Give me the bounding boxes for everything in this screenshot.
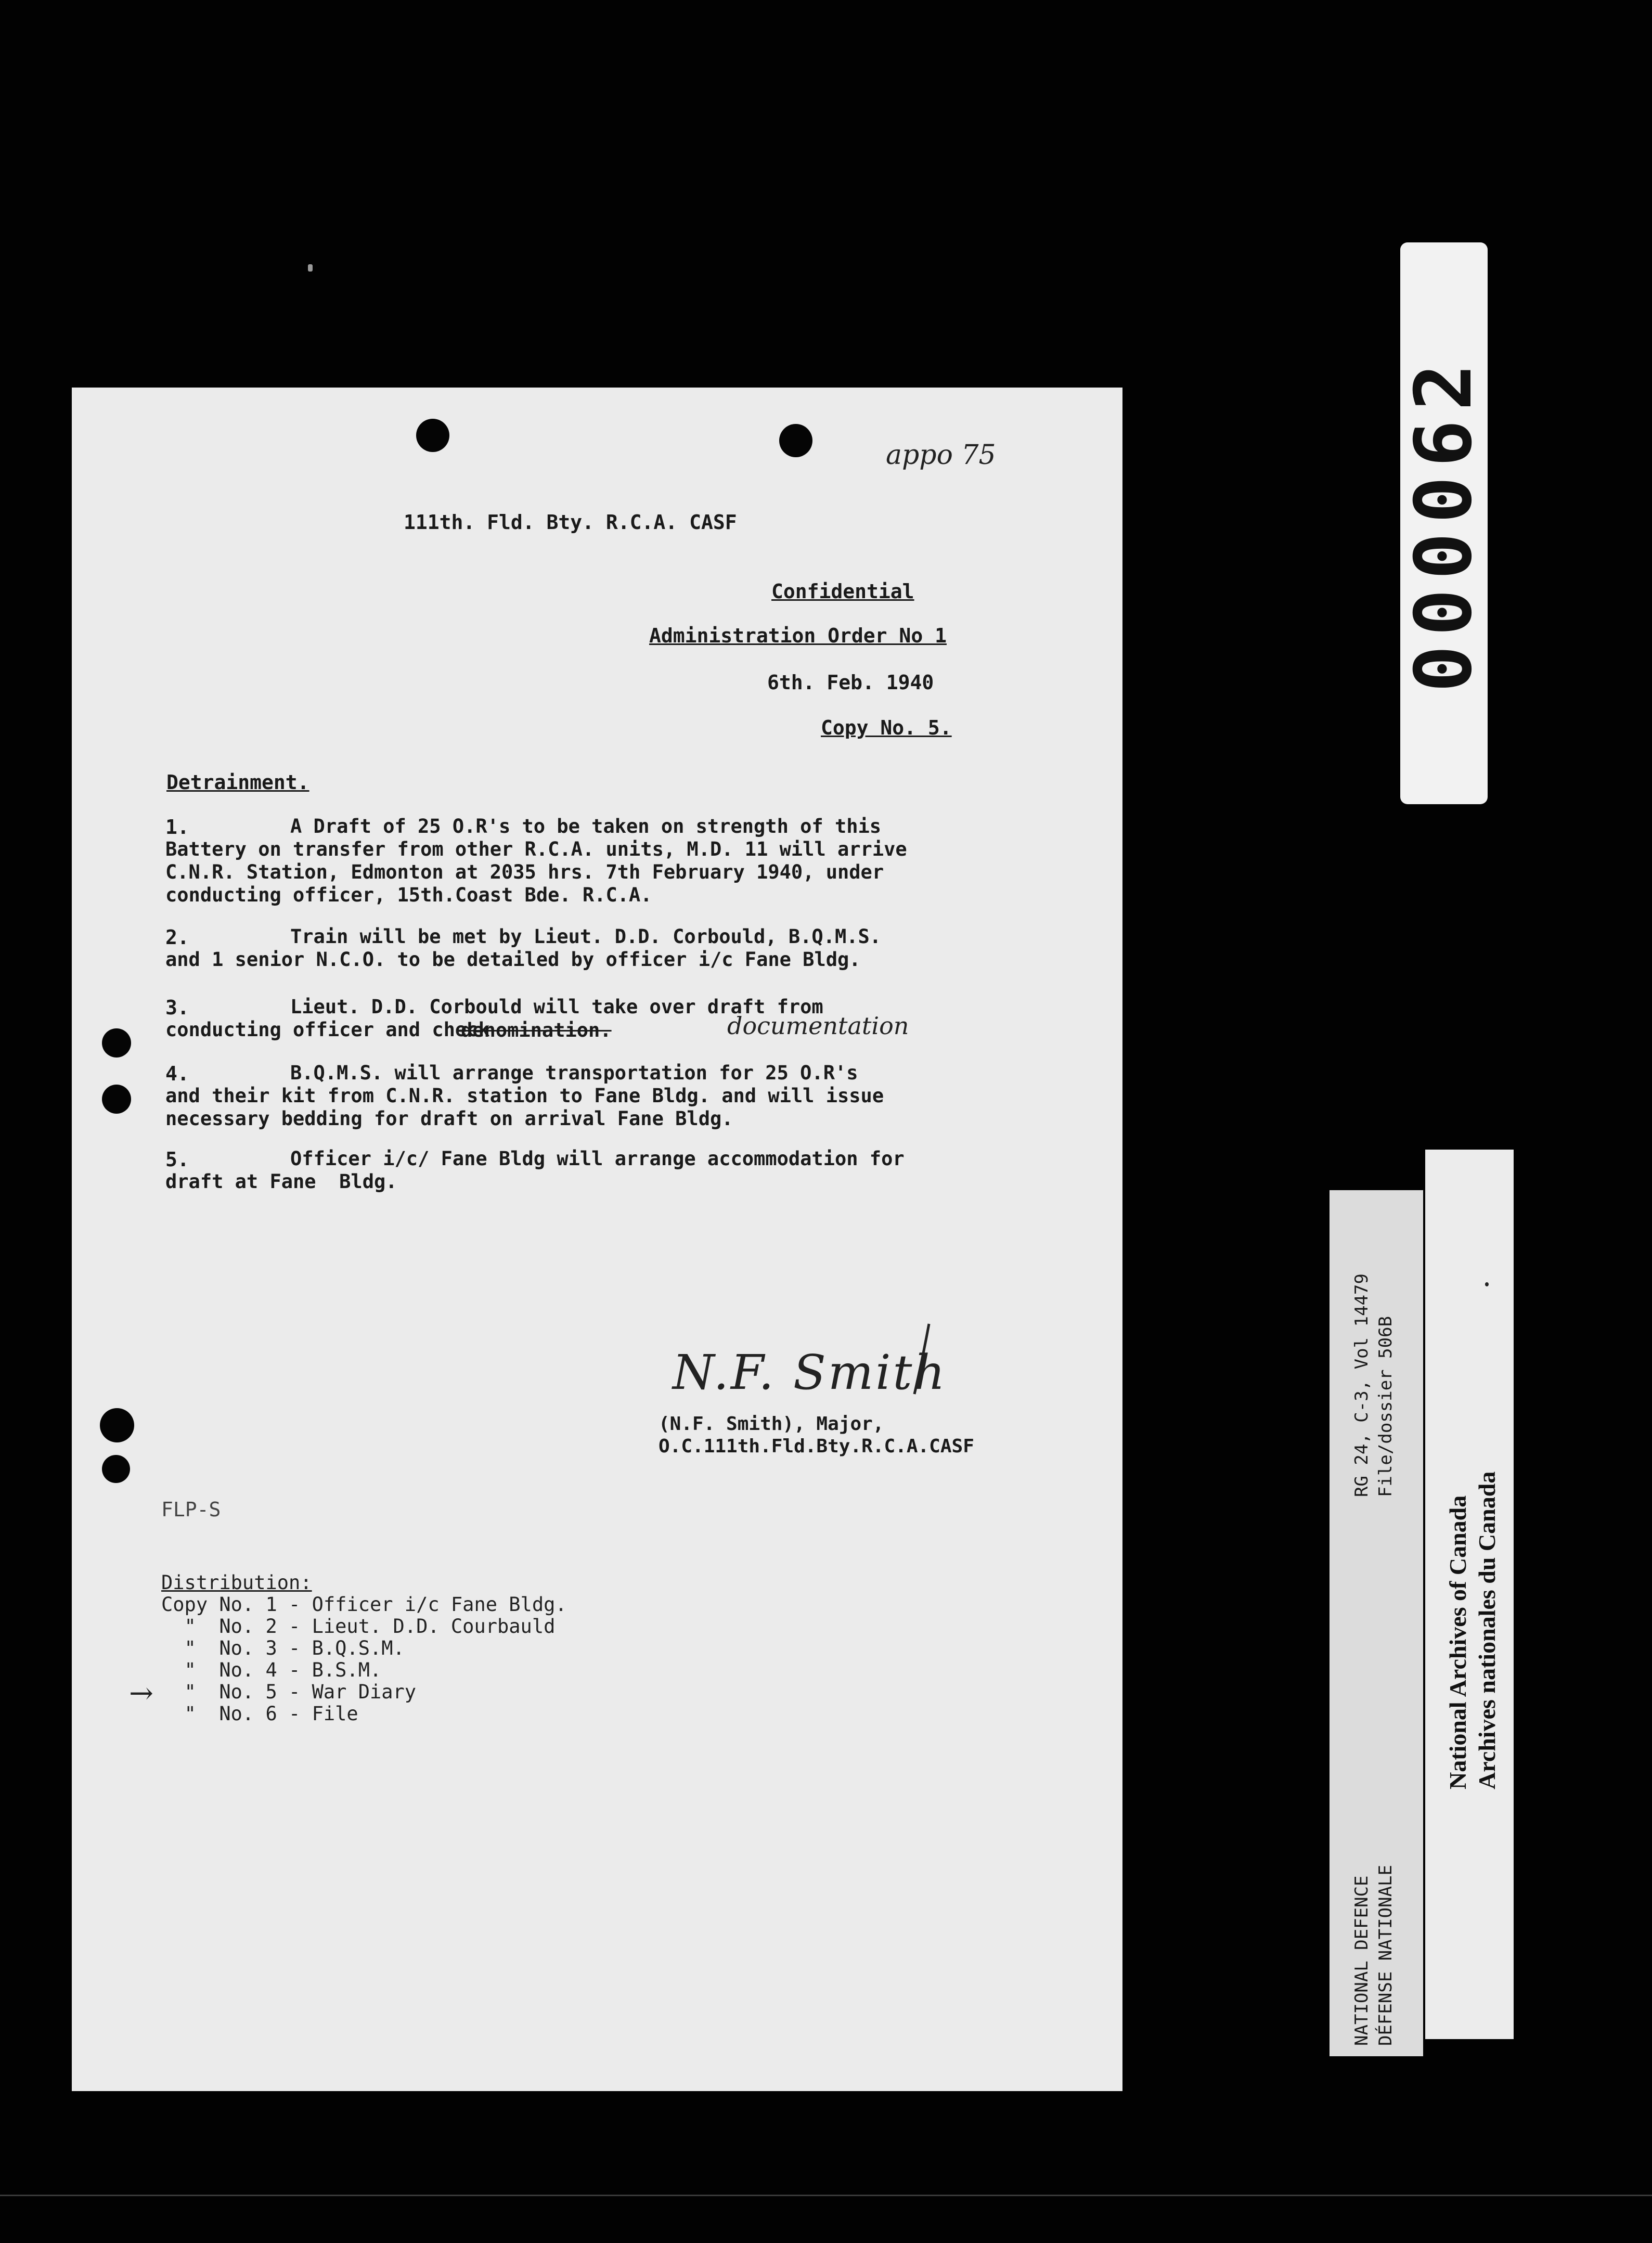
distribution-title: Distribution: xyxy=(161,1571,312,1594)
frame-number-strip xyxy=(1400,242,1488,804)
dust-speck xyxy=(308,264,313,272)
frame-number: 000062 xyxy=(1399,354,1489,692)
paragraph-number: 5. xyxy=(165,1148,189,1171)
department-line: DÉFENSE NATIONALE xyxy=(1375,1865,1396,2046)
copy-number: Copy No. 5. xyxy=(821,716,952,739)
punch-hole xyxy=(102,1028,131,1058)
divider xyxy=(0,2195,1652,2196)
paragraph-number: 3. xyxy=(165,996,189,1019)
document-page xyxy=(72,388,1122,2091)
distribution-row: " No. 3 - B.Q.S.M. xyxy=(161,1637,405,1659)
punch-hole xyxy=(416,419,449,452)
paragraph-text: B.Q.M.S. will arrange transportation for 25 O.R's and their kit from C.N.R. station to Fane Bldg. and will issue necessary bedding for draft on arrival Fane Bldg. xyxy=(165,1062,884,1130)
dust-speck xyxy=(1485,1282,1489,1286)
paragraph-number: 2. xyxy=(165,926,189,949)
section-title: Detrainment. xyxy=(166,771,309,794)
distribution-row: " No. 6 - File xyxy=(161,1703,358,1725)
paragraph-number: 4. xyxy=(165,1062,189,1085)
punch-hole xyxy=(100,1408,134,1442)
paragraph-number: 1. xyxy=(165,816,189,839)
distribution-row: " No. 5 - War Diary xyxy=(161,1681,417,1703)
handwritten-correction: documentation xyxy=(727,1012,909,1040)
distribution-row: " No. 2 - Lieut. D.D. Courbauld xyxy=(161,1615,556,1638)
punch-hole xyxy=(779,424,812,457)
punch-hole xyxy=(102,1085,131,1114)
handwritten-arrow-icon: → xyxy=(129,1677,153,1710)
handwritten-note: appo 75 xyxy=(886,440,996,471)
paragraph-text: Lieut. D.D. Corbould will take over draft from conducting officer and check xyxy=(165,996,823,1041)
unit-heading: 111th. Fld. Bty. R.C.A. CASF xyxy=(404,511,737,534)
order-title: Administration Order No 1 xyxy=(649,624,947,647)
archives-canada-label xyxy=(1425,1150,1514,2039)
signature-name: (N.F. Smith), Major, xyxy=(659,1413,884,1435)
paragraph-text: A Draft of 25 O.R's to be taken on strength of this Battery on transfer from other R.C.A. units, M.D. 11 will arrive C.N.R. Station, Edmonton at 2035 hrs. 7th February 1940, under conducting officer, 15th.Coast Bde. R.C.A. xyxy=(165,815,907,906)
department-line: NATIONAL DEFENCE xyxy=(1351,1875,1372,2046)
struck-word: denomination. xyxy=(461,1019,612,1041)
reference-line: RG 24, C-3, Vol 14479 xyxy=(1351,1273,1372,1497)
distribution-row: Copy No. 1 - Officer i/c Fane Bldg. xyxy=(161,1593,567,1616)
signature-flourish xyxy=(904,1319,935,1397)
punch-hole xyxy=(102,1455,130,1483)
order-date: 6th. Feb. 1940 xyxy=(767,671,934,694)
paragraph-text: Train will be met by Lieut. D.D. Corbould, B.Q.M.S. and 1 senior N.C.O. to be detailed by officer i/c Fane Bldg. xyxy=(165,925,882,971)
distribution-row: " No. 4 - B.S.M. xyxy=(161,1659,382,1681)
typist-initials: FLP-S xyxy=(161,1498,221,1521)
signature: N.F. Smith xyxy=(673,1345,947,1400)
reference-line: File/dossier 506B xyxy=(1375,1316,1396,1497)
archives-name-en: National Archives of Canada xyxy=(1444,1495,1471,1789)
classification: Confidential xyxy=(771,580,914,603)
archive-reference-label xyxy=(1330,1190,1423,2056)
archives-name-fr: Archives nationales du Canada xyxy=(1474,1471,1500,1789)
paragraph-text: Officer i/c/ Fane Bldg will arrange accommodation for draft at Fane Bldg. xyxy=(165,1148,905,1193)
signature-title: O.C.111th.Fld.Bty.R.C.A.CASF xyxy=(659,1436,974,1457)
